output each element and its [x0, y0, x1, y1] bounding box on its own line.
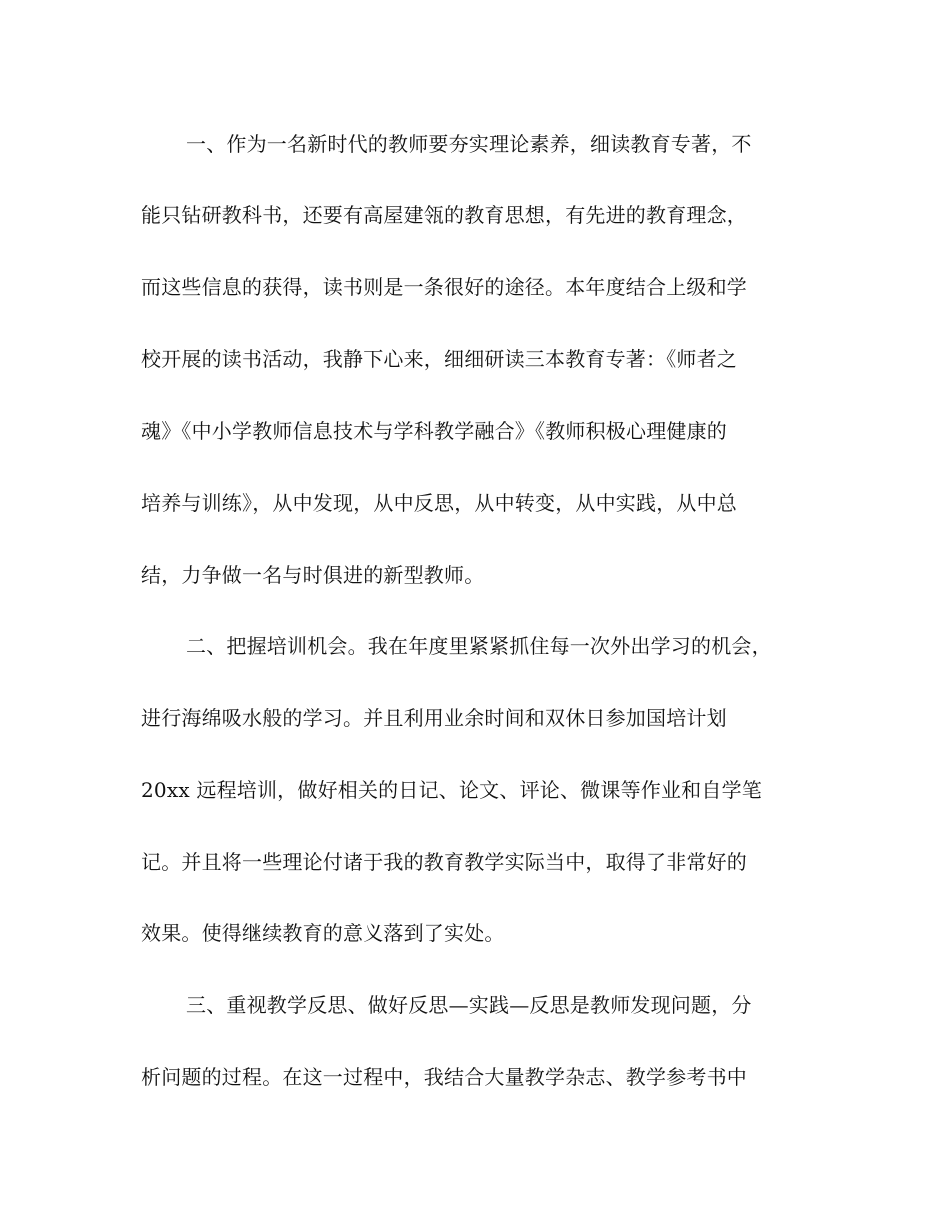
paragraph-1-line-4: 校开展的读书活动，我静下心来，细细研读三本教育专著：《师者之	[141, 347, 737, 371]
paragraph-1-line-5: 魂》《中小学教师信息技术与学科教学融合》《教师积极心理健康的	[141, 419, 727, 443]
paragraph-3-line-2: 析问题的过程。在这一过程中，我结合大量教学杂志、教学参考书中	[141, 1065, 747, 1089]
paragraph-1-line-7: 结，力争做一名与时俱进的新型教师。	[141, 563, 485, 587]
paragraph-3-line-1: 三、重视教学反思、做好反思—实践—反思是教师发现问题，分	[186, 993, 752, 1017]
paragraph-2-line-4: 记。并且将一些理论付诸于我的教育教学实际当中，取得了非常好的	[141, 850, 747, 874]
paragraph-1-line-1: 一、作为一名新时代的教师要夯实理论素养，细读教育专著，不	[186, 132, 752, 156]
paragraph-2-line-1: 二、把握培训机会。我在年度里紧紧抓住每一次外出学习的机会，	[186, 634, 772, 658]
paragraph-2-line-2: 进行海绵吸水般的学习。并且利用业余时间和双休日参加国培计划	[141, 706, 727, 730]
paragraph-1-line-3: 而这些信息的获得，读书则是一条很好的途径。本年度结合上级和学	[141, 275, 747, 299]
paragraph-1-line-6: 培养与训练》，从中发现，从中反思，从中转变，从中实践，从中总	[141, 491, 737, 515]
paragraph-2-line-5: 效果。使得继续教育的意义落到了实处。	[141, 921, 505, 945]
paragraph-2-line-3: 20xx 远程培训，做好相关的日记、论文、评论、微课等作业和自学笔	[141, 778, 762, 802]
paragraph-1-line-2: 能只钻研教科书，还要有高屋建瓴的教育思想，有先进的教育理念，	[141, 203, 747, 227]
